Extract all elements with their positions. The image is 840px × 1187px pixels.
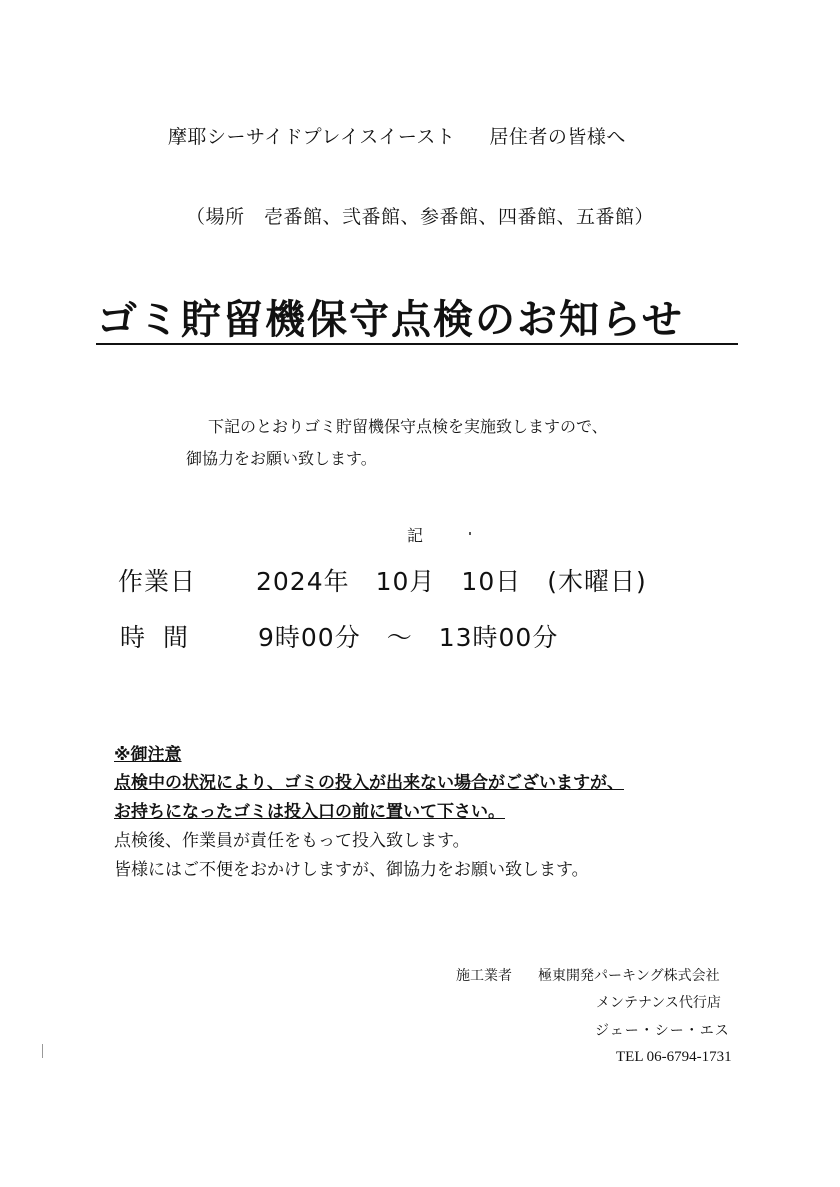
addressee-line xyxy=(168,122,626,149)
agent-name: ジェー・シー・エス xyxy=(595,1023,730,1039)
notice-title: ※御注意 xyxy=(114,745,182,765)
notice-line: 点検中の状況により、ゴミの投入が出来ない場合がございますが、 xyxy=(114,773,624,793)
intro-line-1: 下記のとおりゴミ貯留機保守点検を実施致しますので、 xyxy=(208,417,608,436)
work-time-value: 9時00分 ～ 13時00分 xyxy=(258,623,559,652)
notice-line: お持ちになったゴミは投入口の前に置いて下さい。 xyxy=(114,802,505,822)
intro-line-2: 御協力をお願い致します。 xyxy=(186,449,377,468)
title-underline xyxy=(96,343,738,345)
greeting: 居住者の皆様へ xyxy=(489,126,626,148)
building-name: 摩耶シーサイドプレイスイースト xyxy=(168,126,456,148)
contact-phone: TEL 06-6794-1731 xyxy=(616,1049,732,1065)
notice-line: 点検後、作業員が責任をもって投入致します。 xyxy=(114,831,470,851)
work-time-label: 時間 xyxy=(120,623,207,652)
contractor-label: 施工業者 xyxy=(456,968,512,984)
contractor-name: 極東開発パーキング株式会社 xyxy=(538,968,720,984)
ki-heading: 記 xyxy=(407,526,424,545)
work-date-value: 2024年 10月 10日 (木曜日) xyxy=(256,567,647,596)
work-date-label: 作業日 xyxy=(118,567,197,596)
scan-mark xyxy=(42,1044,43,1058)
location-line: （場所 壱番館、弐番館、参番館、四番館、五番館） xyxy=(186,206,655,228)
notice-line: 皆様にはご不便をおかけしますが、御協力をお願い致します。 xyxy=(114,860,589,880)
page-title: ゴミ貯留機保守点検のお知らせ xyxy=(97,296,684,343)
agent-label: メンテナンス代行店 xyxy=(596,995,721,1011)
scan-speck xyxy=(469,532,471,535)
